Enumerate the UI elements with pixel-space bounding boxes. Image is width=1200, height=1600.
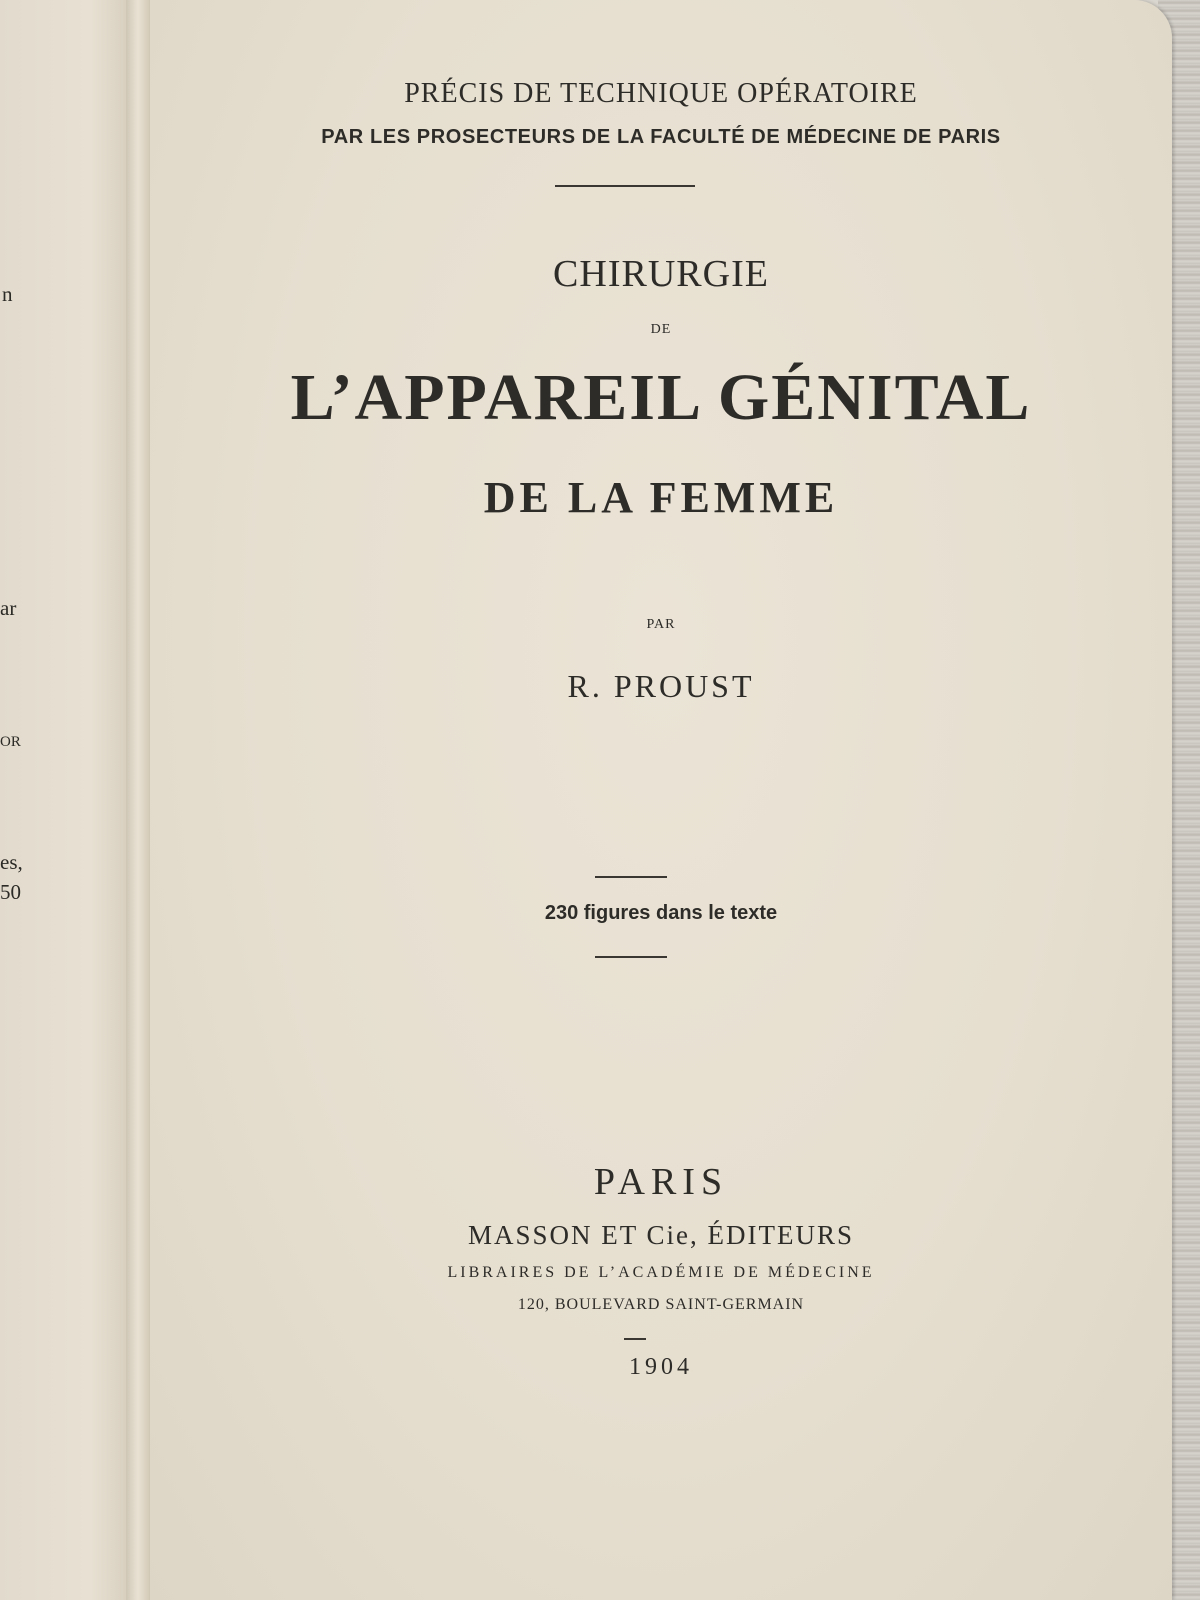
facing-page-fragment: n: [2, 282, 13, 306]
title-connector: DE: [650, 322, 672, 337]
faculty-line: PAR LES PROSECTEURS DE LA FACULTÉ DE MÉDECINE DE PARIS: [321, 126, 1001, 148]
figures-note: 230 figures dans le texte: [544, 902, 778, 924]
divider-rule: [555, 185, 695, 187]
author-name: R. PROUST: [567, 668, 755, 704]
publisher-address: 120, BOULEVARD SAINT-GERMAIN: [517, 1296, 805, 1313]
facing-page-fragment: 50: [0, 880, 21, 904]
publisher-name: MASSON ET Cie, ÉDITEURS: [467, 1220, 855, 1250]
title-prefix: CHIRURGIE: [553, 253, 769, 295]
series-title: PRÉCIS DE TECHNIQUE OPÉRATOIRE: [404, 78, 918, 109]
publisher-description: LIBRAIRES DE L’ACADÉMIE DE MÉDECINE: [447, 1264, 875, 1281]
by-label: PAR: [646, 617, 676, 632]
facing-page-fragment: ar: [0, 596, 17, 620]
divider-rule: [595, 876, 667, 878]
publication-year: 1904: [629, 1354, 693, 1380]
title-page: [150, 0, 1172, 1600]
divider-rule: [624, 1338, 646, 1340]
imprint-city: PARIS: [593, 1161, 729, 1203]
book-title: L’APPAREIL GÉNITAL: [290, 361, 1032, 434]
facing-page-fragment: OR: [0, 734, 21, 750]
divider-rule: [595, 956, 667, 958]
facing-page-fragment: es,: [0, 850, 23, 874]
book-subtitle: DE LA FEMME: [483, 473, 839, 522]
